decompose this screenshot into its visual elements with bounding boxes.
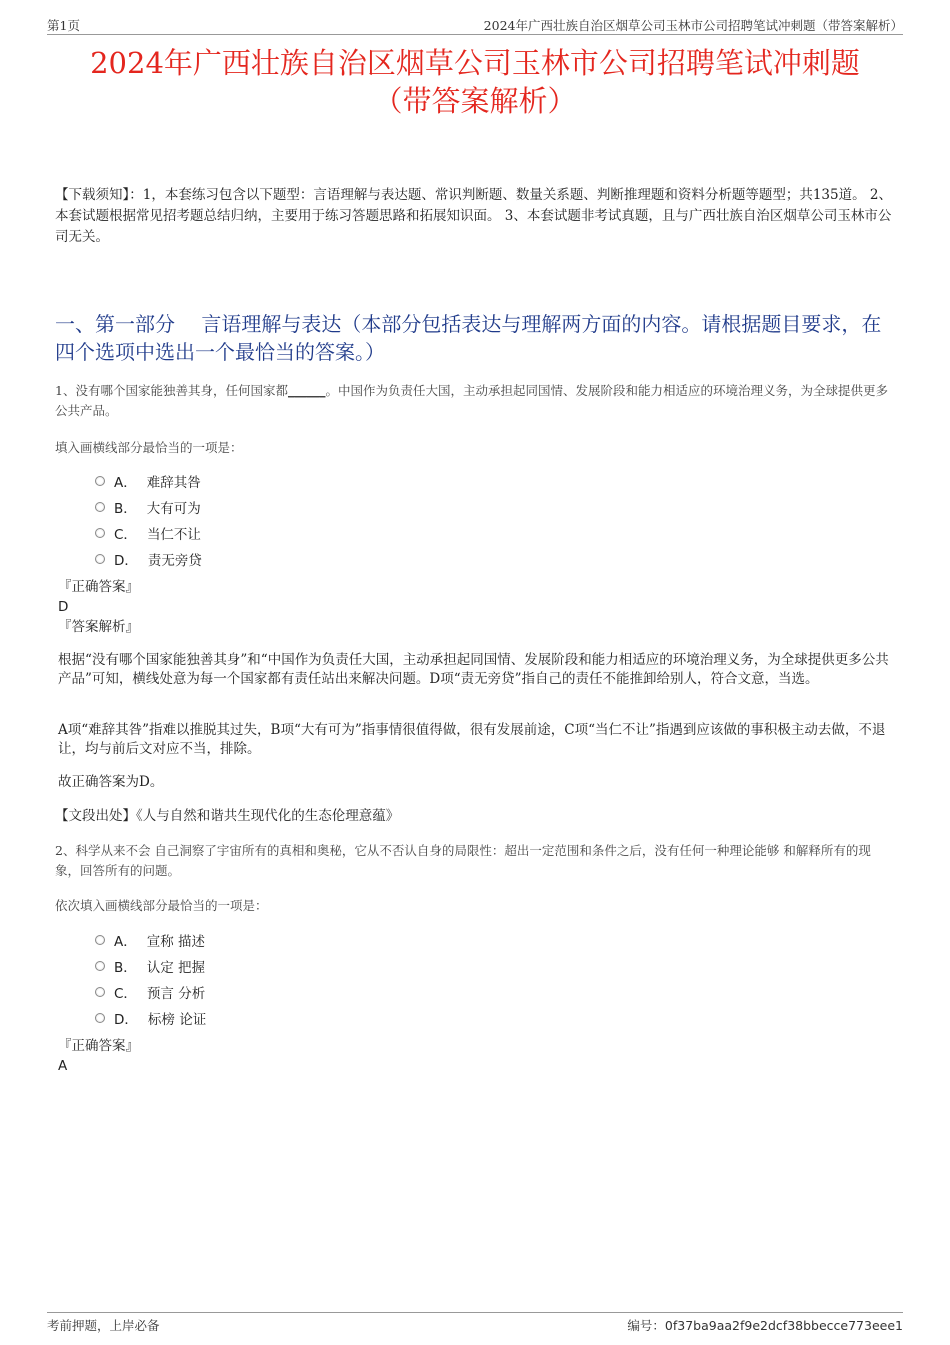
question-2-option-c[interactable] [95, 979, 206, 1005]
radio-icon[interactable] [95, 476, 105, 486]
question-1-prompt: 填入画横线部分最恰当的一项是： [55, 440, 243, 455]
footer-slogan: 考前押题，上岸必备 [47, 1318, 160, 1333]
option-letter: A． [114, 934, 137, 950]
option-letter: D． [114, 1012, 138, 1028]
question-2-options [95, 927, 206, 1031]
question-1-answer-block [58, 577, 139, 637]
option-letter: C． [114, 527, 137, 543]
question-1-option-a[interactable] [95, 468, 202, 494]
answer-label: 『正确答案』 [58, 1038, 139, 1054]
source-note: 【文段出处】《人与自然和谐共生现代化的生态伦理意蕴》 [55, 808, 400, 824]
option-letter: D． [114, 553, 138, 569]
question-1-text [55, 381, 895, 421]
download-notice: 【下载须知】：1，本套练习包含以下题型：言语理解与表达题、常识判断题、数量关系题、判断推理题和资料分析题等题型；共135道。 2、本套试题根据常见招考题总结归纳，主要用于练习答题思路和拓展知识面。 3、本套试题非考试真题，且与广西壮族自治区烟草公司玉林市公司无关。 [55, 187, 892, 245]
footer-code-label: 编号： [627, 1318, 665, 1333]
page-footer [47, 1312, 903, 1333]
question-2-option-a[interactable] [95, 927, 206, 953]
question-1-text-after: 。中国作为负责任大国，主动承担起同国情、发展阶段和能力相适应的环境治理义务，为全球提供更多公共产品。 [55, 383, 888, 418]
title-line-2: （带答案解析） [373, 84, 577, 118]
page-header [47, 14, 903, 35]
question-1-blank: ______ [287, 383, 326, 398]
radio-icon[interactable] [95, 935, 105, 945]
question-1-options [95, 468, 202, 572]
question-2-option-b[interactable] [95, 953, 206, 979]
option-text: 难辞其咎 [146, 475, 201, 491]
option-text: 标榜 论证 [147, 1012, 207, 1028]
option-text: 大有可为 [146, 501, 201, 517]
option-text: 宣称 描述 [146, 934, 206, 950]
option-letter: A． [114, 475, 137, 491]
option-letter: C． [114, 986, 137, 1002]
answer-value: D [58, 599, 69, 615]
footer-code-value: 0f37ba9aa2f9e2dcf38bbecce773eee1 [664, 1318, 903, 1333]
question-1-option-c[interactable] [95, 520, 202, 546]
analysis-label: 『答案解析』 [58, 619, 139, 635]
option-text: 当仁不让 [146, 527, 201, 543]
header-doc-title: 2024年广西壮族自治区烟草公司玉林市公司招聘笔试冲刺题（带答案解析） [483, 18, 903, 33]
option-letter: B． [114, 960, 137, 976]
radio-icon[interactable] [95, 961, 105, 971]
analysis-paragraph-3: 故正确答案为D。 [58, 774, 164, 790]
document-title [40, 44, 910, 120]
option-text: 认定 把握 [146, 960, 206, 976]
option-text: 预言 分析 [146, 986, 206, 1002]
question-1-text-before: 1、没有哪个国家能独善其身，任何国家都 [55, 383, 288, 398]
radio-icon[interactable] [95, 987, 105, 997]
section-title: 一、第一部分 言语理解与表达（本部分包括表达与理解两方面的内容。请根据题目要求，在四个选项中选出一个最恰当的答案。） [55, 312, 882, 364]
page-number: 第1页 [47, 18, 80, 33]
question-1-option-b[interactable] [95, 494, 202, 520]
radio-icon[interactable] [95, 1013, 105, 1023]
option-text: 责无旁贷 [147, 553, 202, 569]
question-1-option-d[interactable] [95, 546, 202, 572]
question-2-option-d[interactable] [95, 1005, 206, 1031]
analysis-paragraph-2: A项“难辞其咎”指难以推脱其过失，B项“大有可为”指事情很值得做，很有发展前途，C项“当仁不让”指遇到应该做的事积极主动去做，不退让，均与前后文对应不当，排除。 [58, 722, 886, 757]
radio-icon[interactable] [95, 554, 105, 564]
question-2-text: 2、科学从来不会 自己洞察了宇宙所有的真相和奥秘，它从不否认自身的局限性：超出一定范围和条件之后，没有任何一种理论能够 和解释所有的现象，回答所有的问题。 [55, 843, 871, 878]
question-2-prompt: 依次填入画横线部分最恰当的一项是： [55, 898, 268, 913]
analysis-paragraph-1: 根据“没有哪个国家能独善其身”和“中国作为负责任大国，主动承担起同国情、发展阶段和能力相适应的环境治理义务，为全球提供更多公共产品”可知，横线处意为每一个国家都有责任站出来解决问题。D项“责无旁贷”指自己的责任不能推卸给别人，符合文意，当选。 [58, 652, 889, 687]
radio-icon[interactable] [95, 528, 105, 538]
option-letter: B． [114, 501, 137, 517]
footer-code [627, 1316, 903, 1334]
radio-icon[interactable] [95, 502, 105, 512]
answer-value: A [58, 1058, 68, 1074]
question-2-answer-block [58, 1036, 139, 1076]
title-line-1: 2024年广西壮族自治区烟草公司玉林市公司招聘笔试冲刺题 [90, 46, 860, 80]
answer-label: 『正确答案』 [58, 579, 139, 595]
